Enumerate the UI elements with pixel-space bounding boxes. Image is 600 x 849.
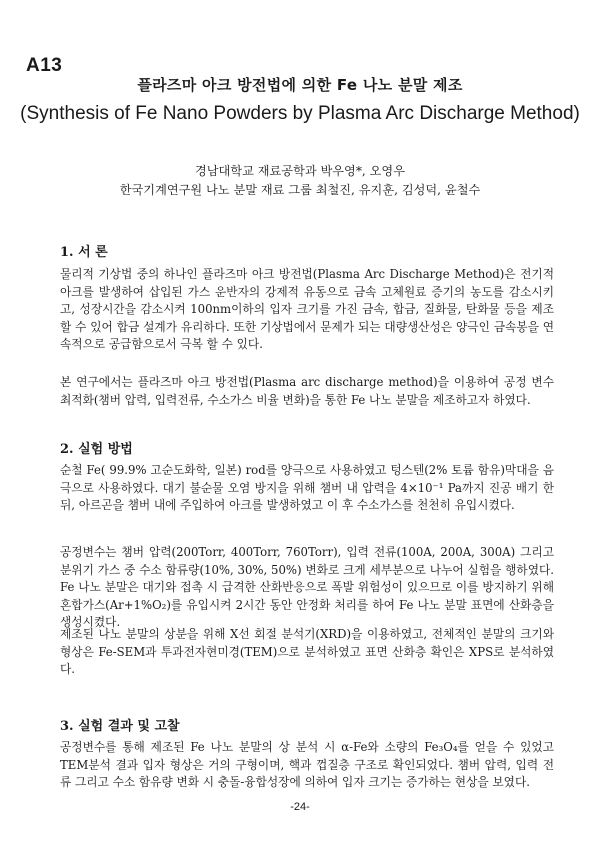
page-number: -24-: [290, 801, 310, 813]
authors-line-2: 한국기계연구원 나노 분말 재료 그룹 최철진, 유지훈, 김성덕, 윤철수: [119, 183, 481, 197]
methods-paragraph-2: 공정변수는 챔버 압력(200Torr, 400Torr, 760Torr), 입력 전류(100A, 200A, 300A) 그리고 분위기 가스 중 수소 함류량(10%, 30%, 50%) 변화로 크게 세부분으로 나누어 실험을 행하였다. Fe 나노 분말은 대기와 접촉 시 급격한 산화반응으로 폭발 위험성이 있으므로 이를 방지하기 위해 혼합가스(Ar+1%O₂)를 유입시켜 2시간 동안 안정화 처리를 하여 Fe 나노 분말 표면에 산화층을 생성시켰다.: [60, 545, 554, 629]
title-english: (Synthesis of Fe Nano Powders by Plasma Arc Discharge Method): [20, 103, 580, 124]
abstract-id: A13: [26, 55, 63, 76]
title-korean: 플라즈마 아크 방전법에 의한 Fe 나노 분말 제조: [137, 76, 463, 94]
intro-paragraph-2: 본 연구에서는 플라즈마 아크 방전법(Plasma arc discharge method)을 이용하여 공정 변수 최적화(챔버 압력, 입력전류, 수소가스 비율 변화)을 통한 Fe 나노 분말을 제조하고자 하였다.: [60, 375, 554, 407]
section-heading-methods: 2. 실험 방법: [60, 442, 133, 457]
section-heading-results: 3. 실험 결과 및 고찰: [60, 719, 180, 734]
methods-paragraph-3: 제조된 나노 분말의 상분을 위해 X선 회절 분석기(XRD)을 이용하였고, 전체적인 분말의 크기와 형상은 Fe-SEM과 투과전자현미경(TEM)으로 분석하였고 표면 산화층 확인은 XPS로 분석하였다.: [60, 627, 554, 676]
methods-paragraph-1: 순철 Fe( 99.9% 고순도화학, 일본) rod를 양극으로 사용하였고 텅스텐(2% 토륨 함유)막대을 음극으로 사용하였다. 대기 불순물 오염 방지을 위해 챔버 내 압력을 4×10⁻¹ Pa까지 진공 배기 한 뒤, 아르곤을 챔버 내에 주입하여 아크를 발생하였고 이 후 수소가스를 천천히 유입시켰다.: [60, 463, 554, 512]
results-paragraph-1: 공정변수를 통해 제조된 Fe 나노 분말의 상 분석 시 α-Fe와 소량의 Fe₃O₄를 얻을 수 있었고 TEM분석 결과 입자 형상은 거의 구형이며, 핵과 껍질층 구조로 확인되었다. 챔버 압력, 입력 전류 그리고 수소 함유량 변화 시 충돌-융합성장에 의하여 입자 크기는 증가하는 현상을 보였다.: [60, 740, 554, 789]
section-heading-introduction: 1. 서 론: [60, 245, 108, 260]
intro-paragraph-1: 물리적 기상법 중의 하나인 플라즈마 아크 방전법(Plasma Arc Discharge Method)은 전기적 아크를 발생하여 삽입된 가스 운반자의 강제적 유동으로 금속 고체원료 증기의 농도를 감소시키고, 성장시간을 감소시켜 100nm이하의 입자 크기를 가진 금속, 합금, 질화물, 탄화물 등을 제조할 수 있어 합금 설계가 유리하다. 또한 기상법에서 문제가 되는 대량생산성은 양극인 금속봉을 연속적으로 공급함으로서 극복 할 수 있다.: [60, 267, 554, 351]
authors-line-1: 경남대학교 재료공학과 박우영*, 오영우: [195, 164, 405, 178]
